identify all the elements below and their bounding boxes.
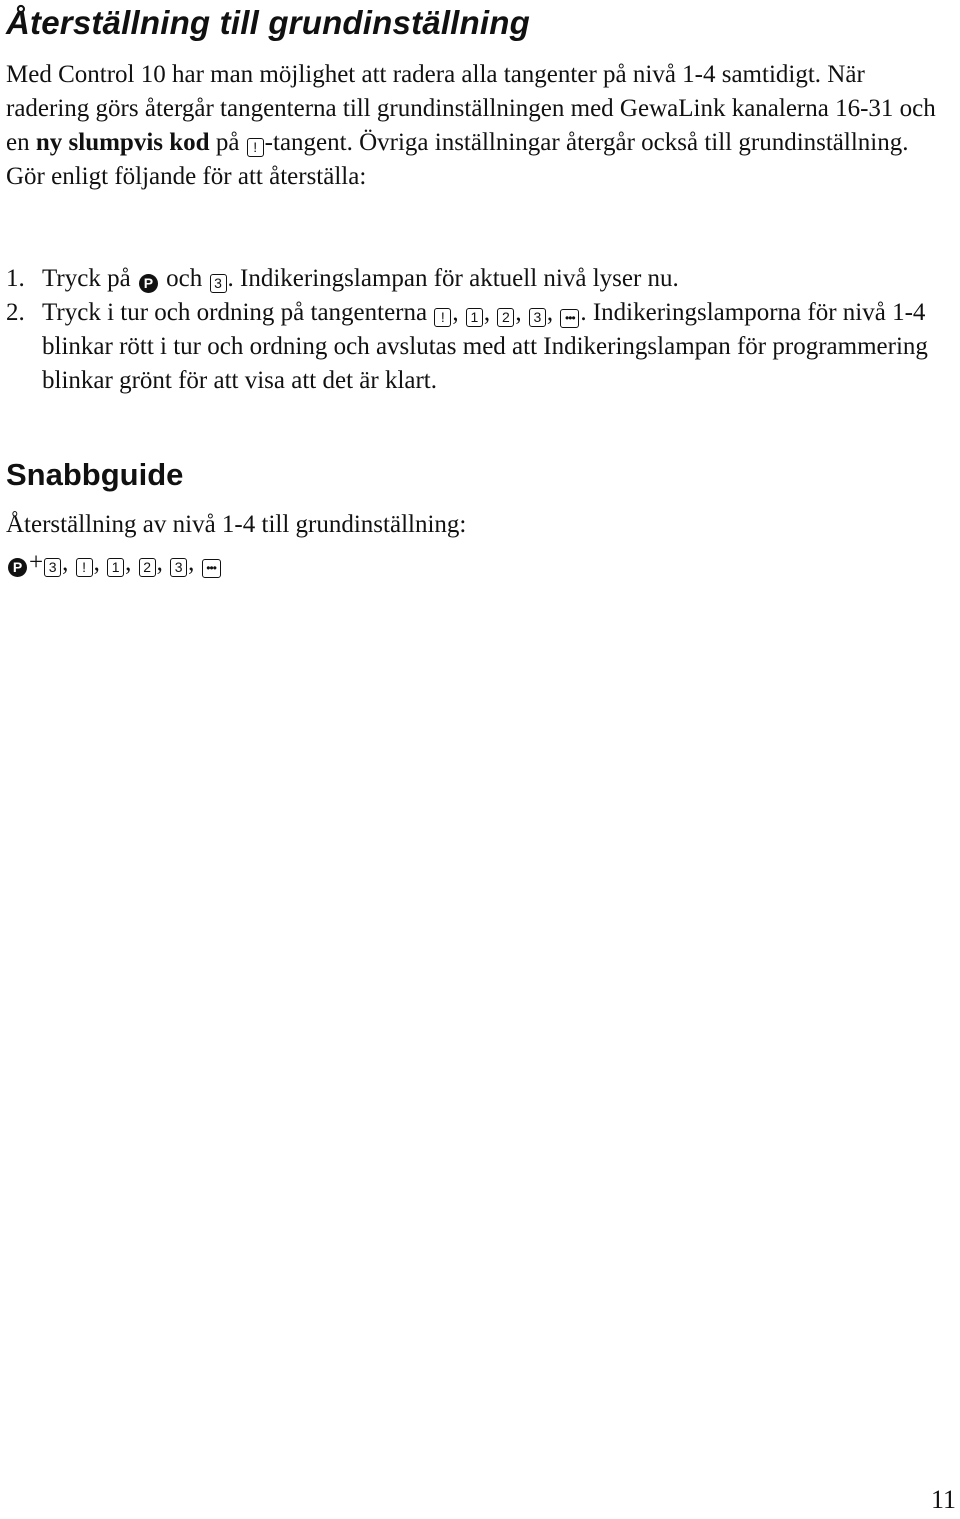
separator: , [156,549,170,576]
key-1-icon: 1 [107,558,124,577]
dots-key-icon: ••• [560,309,579,328]
plus-sign: + [29,549,44,576]
step-text: . Indikeringslamporna för nivå 1-4 blinkar rött i tur och ordning och avslutas med att Indikeringslampan för programmering blinkar grönt för att visa att det är klart. [42,299,928,394]
page-number: 11 [930,1485,956,1514]
separator: , [515,299,528,326]
dots-key-icon: ••• [202,559,221,578]
exclamation-key-icon: ! [434,308,451,327]
step-text: och [159,265,209,292]
separator: , [452,299,465,326]
separator: , [125,549,138,576]
page-title: Återställning till grundinställning [6,4,530,41]
intro-text-1: Med Control 10 har man möjlighet att radera alla tangenter på nivå 1-4 samtidigt. När radering görs återgår tangenterna till grundinställningen med GewaLink kanalerna 16-31 och en [6,61,936,156]
step-text: Tryck på [42,265,137,292]
quick-guide-label: Återställning av nivå 1-4 till grundinställning: [6,511,467,538]
step-number: 1. [6,265,25,292]
step-text: . Indikeringslampan för aktuell nivå lyser nu. [227,265,679,292]
exclamation-key-icon: ! [247,138,264,157]
intro-bold-text: ny slumpvis kod [35,129,210,156]
quick-guide-sequence [6,546,222,580]
quick-guide-heading: Snabbguide [6,457,184,492]
key-3-icon: 3 [170,558,187,577]
intro-paragraph [6,58,946,194]
separator: , [93,549,107,576]
p-key-icon: P [139,274,158,293]
key-3-icon: 3 [210,274,227,293]
step-number: 2. [6,299,25,326]
separator: , [62,549,75,576]
separator: , [483,299,497,326]
intro-text-2: på [209,129,246,156]
steps-list [6,262,951,398]
key-3-icon: 3 [44,558,61,577]
intro-text-3: -tangent. Övriga inställningar återgår också till grundinställning. Gör enligt följande för att återställa: [6,129,909,190]
list-item [6,296,951,398]
key-1-icon: 1 [466,308,483,327]
list-item [6,262,951,296]
separator: , [188,549,201,576]
separator: , [546,299,560,326]
key-3-icon: 3 [529,308,546,327]
exclamation-key-icon: ! [76,558,93,577]
key-2-icon: 2 [497,308,514,327]
p-key-icon: P [8,558,27,577]
key-2-icon: 2 [139,558,156,577]
step-text: Tryck i tur och ordning på tangenterna [42,299,434,326]
